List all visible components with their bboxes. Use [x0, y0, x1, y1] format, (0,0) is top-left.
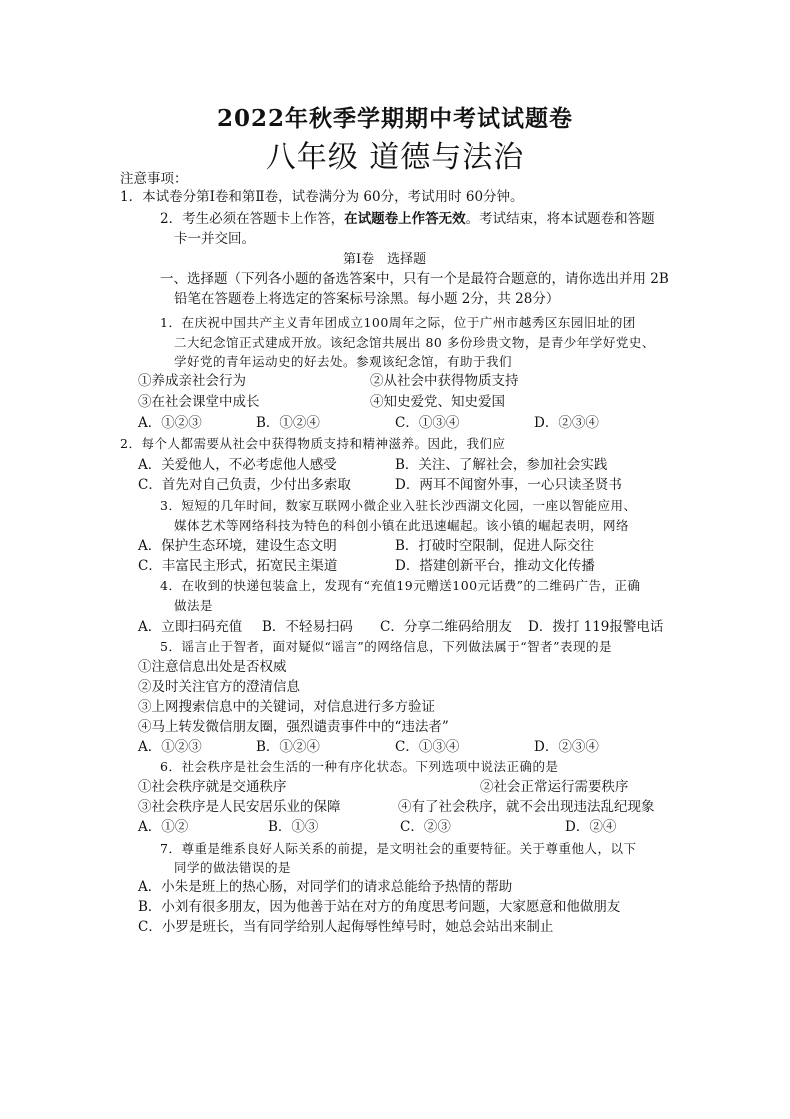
q7-stem-2: 同学的做法错误的是 — [174, 860, 292, 875]
q7-option-b: B．小刘有很多朋友，因为他善于站在对方的角度思考问题，大家愿意和他做朋友 — [138, 899, 621, 915]
instruction-line-1: 一、选择题（下列各小题的备选答案中，只有一个是最符合题意的，请你选出并用 2B — [160, 271, 669, 287]
q2-stem: 2．每个人都需要从社会中获得物质支持和精神滋养。因此，我们应 — [120, 436, 506, 451]
q6-item-4: ④有了社会秩序，就不会出现违法乱纪现象 — [398, 799, 655, 815]
q1-stem-1: 1．在庆祝中国共产主义青年团成立100周年之际，位于广州市越秀区东园旧址的团 — [160, 315, 636, 330]
q1-option-c: C．①③④ — [395, 415, 460, 431]
q6-item-2: ②社会正常运行需要秩序 — [480, 779, 629, 795]
exam-subtitle: 八年级 道德与法治 — [265, 140, 525, 175]
q6-item-1: ①社会秩序就是交通秩序 — [138, 779, 287, 795]
q5-option-d: D．②③④ — [534, 739, 599, 755]
q5-item-4: ④马上转发微信朋友圈，强烈谴责事件中的“违法者” — [138, 719, 449, 735]
q5-item-1: ①注意信息出处是否权威 — [138, 659, 287, 675]
q4-option-b: B．不轻易扫码 — [262, 619, 353, 635]
q6-option-a: A．①② — [138, 819, 189, 835]
q2-option-c: C．首先对自己负责，少付出多索取 — [138, 477, 351, 493]
q1-option-b: B．①②④ — [256, 415, 320, 431]
q1-option-a: A．①②③ — [138, 415, 202, 431]
instruction-line-2: 铅笔在答题卷上将选定的答案标号涂黑。每小题 2分，共 28分） — [174, 291, 560, 307]
q2-option-a: A．关爱他人，不必考虑他人感受 — [138, 457, 337, 473]
q1-item-1: ①养成亲社会行为 — [138, 373, 246, 389]
q4-stem-2: 做法是 — [174, 598, 214, 613]
q3-stem-1: 3．短短的几年时间，数家互联网小微企业入驻长沙西湖文化园，一座以智能应用、 — [160, 498, 637, 513]
q4-option-d: D．拨打 119报警电话 — [528, 619, 664, 635]
q3-option-d: D．搭建创新平台，推动文化传播 — [395, 558, 595, 574]
note-2-bold: 在试题卷上作答无效 — [344, 211, 466, 227]
q1-option-d: D．②③④ — [534, 415, 599, 431]
exam-title: 2022年秋季学期期中考试试题卷 — [216, 105, 573, 132]
q3-option-c: C．丰富民主形式，拓宽民主渠道 — [138, 558, 338, 574]
q1-stem-2: 二大纪念馆正式建成开放。该纪念馆共展出 80 多份珍贵文物，是青少年学好党史、 — [174, 335, 655, 350]
q6-option-c: C．②③ — [400, 819, 451, 835]
q4-option-c: C．分享二维码给朋友 — [380, 619, 512, 635]
section-title: 第Ⅰ卷 选择题 — [343, 252, 427, 267]
note-2 — [160, 210, 655, 228]
q5-option-c: C．①③④ — [395, 739, 460, 755]
note-2-text-a: 2．考生必须在答题卡上作答， — [160, 211, 345, 227]
notes-label: 注意事项： — [120, 171, 188, 187]
q2-option-b: B．关注、了解社会，参加社会实践 — [395, 457, 608, 473]
note-1: 1．本试卷分第Ⅰ卷和第Ⅱ卷，试卷满分为 60分，考试用时 60分钟。 — [120, 189, 524, 205]
q3-option-a: A．保护生态环境，建设生态文明 — [138, 538, 337, 554]
q1-item-3: ③在社会课堂中成长 — [138, 394, 260, 410]
q6-item-3: ③社会秩序是人民安居乐业的保障 — [138, 799, 341, 815]
q5-option-b: B．①②④ — [256, 739, 320, 755]
q3-stem-2: 媒体艺术等网络科技为特色的科创小镇在此迅速崛起。该小镇的崛起表明，网络 — [174, 518, 630, 533]
q4-stem-1: 4．在收到的快递包装盒上，发现有“充值19元赠送100元话费”的二维码广告，正确 — [160, 578, 641, 593]
q5-item-2: ②及时关注官方的澄清信息 — [138, 679, 300, 695]
q6-option-d: D．②④ — [565, 819, 617, 835]
q6-option-b: B．①③ — [268, 819, 319, 835]
q1-item-2: ②从社会中获得物质支持 — [370, 373, 519, 389]
q5-option-a: A．①②③ — [138, 739, 202, 755]
q5-item-3: ③上网搜索信息中的关键词，对信息进行多方验证 — [138, 699, 435, 715]
note-2-text-b: 。考试结束，将本试题卷和答题 — [465, 211, 655, 227]
note-2-cont: 卡一并交回。 — [174, 231, 255, 247]
q6-stem: 6．社会秩序是社会生活的一种有序化状态。下列选项中说法正确的是 — [160, 759, 559, 774]
q3-option-b: B．打破时空限制，促进人际交往 — [395, 538, 594, 554]
q4-option-a: A．立即扫码充值 — [138, 619, 243, 635]
q2-option-d: D．两耳不闻窗外事，一心只读圣贤书 — [395, 477, 622, 493]
q1-stem-3: 学好党的青年运动史的好去处。参观该纪念馆，有助于我们 — [174, 354, 513, 369]
q1-item-4: ④知史爱党、知史爱国 — [370, 394, 505, 410]
q7-stem-1: 7．尊重是维系良好人际关系的前提，是文明社会的重要特征。关于尊重他人，以下 — [160, 841, 637, 856]
q7-option-a: A．小朱是班上的热心肠，对同学们的请求总能给予热情的帮助 — [138, 879, 513, 895]
q7-option-c: C．小罗是班长，当有同学给别人起侮辱性绰号时，她总会站出来制止 — [138, 919, 554, 935]
q5-stem: 5．谣言止于智者，面对疑似“谣言”的网络信息，下列做法属于“智者”表现的是 — [160, 639, 613, 654]
